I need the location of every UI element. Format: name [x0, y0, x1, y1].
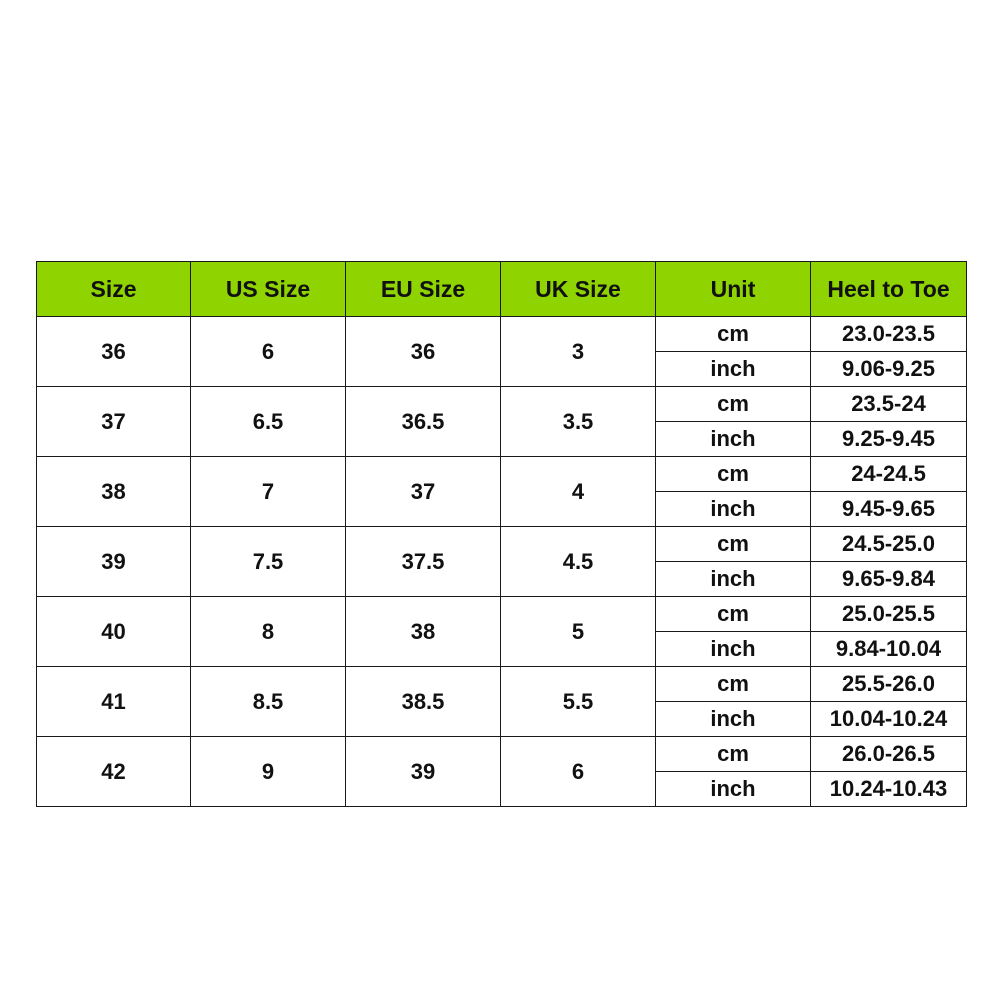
header-eu-size: EU Size	[346, 262, 501, 317]
cell-eu-size: 38	[346, 597, 501, 667]
cell-heel-to-toe-cm: 24-24.5	[811, 457, 967, 492]
cell-heel-to-toe-cm: 24.5-25.0	[811, 527, 967, 562]
header-unit: Unit	[656, 262, 811, 317]
cell-uk-size: 5	[501, 597, 656, 667]
cell-heel-to-toe-inch: 10.04-10.24	[811, 702, 967, 737]
table-row	[37, 737, 967, 772]
cell-eu-size: 36	[346, 317, 501, 387]
cell-unit-inch: inch	[656, 352, 811, 387]
cell-unit-cm: cm	[656, 737, 811, 772]
cell-unit-cm: cm	[656, 317, 811, 352]
cell-eu-size: 37.5	[346, 527, 501, 597]
cell-us-size: 7.5	[191, 527, 346, 597]
cell-heel-to-toe-inch: 9.06-9.25	[811, 352, 967, 387]
table-row	[37, 667, 967, 702]
cell-us-size: 7	[191, 457, 346, 527]
header-heel-to-toe: Heel to Toe	[811, 262, 967, 317]
cell-unit-inch: inch	[656, 422, 811, 457]
cell-unit-inch: inch	[656, 632, 811, 667]
cell-size: 38	[37, 457, 191, 527]
cell-uk-size: 3.5	[501, 387, 656, 457]
cell-size: 40	[37, 597, 191, 667]
cell-size: 36	[37, 317, 191, 387]
cell-heel-to-toe-cm: 25.5-26.0	[811, 667, 967, 702]
cell-us-size: 8	[191, 597, 346, 667]
cell-eu-size: 36.5	[346, 387, 501, 457]
cell-us-size: 9	[191, 737, 346, 807]
cell-unit-inch: inch	[656, 702, 811, 737]
cell-heel-to-toe-cm: 26.0-26.5	[811, 737, 967, 772]
header-us-size: US Size	[191, 262, 346, 317]
cell-size: 37	[37, 387, 191, 457]
table-row	[37, 387, 967, 422]
cell-unit-inch: inch	[656, 492, 811, 527]
cell-unit-inch: inch	[656, 562, 811, 597]
cell-uk-size: 4.5	[501, 527, 656, 597]
cell-heel-to-toe-cm: 23.0-23.5	[811, 317, 967, 352]
cell-uk-size: 4	[501, 457, 656, 527]
cell-us-size: 6	[191, 317, 346, 387]
header-size: Size	[37, 262, 191, 317]
cell-unit-inch: inch	[656, 772, 811, 807]
table-row	[37, 317, 967, 352]
table-header	[37, 262, 967, 317]
cell-uk-size: 5.5	[501, 667, 656, 737]
cell-unit-cm: cm	[656, 387, 811, 422]
table-row	[37, 527, 967, 562]
cell-eu-size: 39	[346, 737, 501, 807]
cell-eu-size: 38.5	[346, 667, 501, 737]
cell-size: 41	[37, 667, 191, 737]
cell-heel-to-toe-inch: 9.65-9.84	[811, 562, 967, 597]
table-row	[37, 457, 967, 492]
cell-heel-to-toe-cm: 25.0-25.5	[811, 597, 967, 632]
cell-size: 39	[37, 527, 191, 597]
cell-eu-size: 37	[346, 457, 501, 527]
cell-uk-size: 3	[501, 317, 656, 387]
table-row	[37, 597, 967, 632]
cell-heel-to-toe-inch: 9.84-10.04	[811, 632, 967, 667]
header-row	[37, 262, 967, 317]
cell-us-size: 8.5	[191, 667, 346, 737]
cell-unit-cm: cm	[656, 457, 811, 492]
cell-unit-cm: cm	[656, 527, 811, 562]
cell-size: 42	[37, 737, 191, 807]
cell-heel-to-toe-inch: 9.45-9.65	[811, 492, 967, 527]
cell-heel-to-toe-cm: 23.5-24	[811, 387, 967, 422]
cell-heel-to-toe-inch: 9.25-9.45	[811, 422, 967, 457]
cell-heel-to-toe-inch: 10.24-10.43	[811, 772, 967, 807]
cell-unit-cm: cm	[656, 597, 811, 632]
header-uk-size: UK Size	[501, 262, 656, 317]
table-body	[37, 317, 967, 807]
cell-us-size: 6.5	[191, 387, 346, 457]
size-chart-table	[36, 261, 967, 807]
cell-uk-size: 6	[501, 737, 656, 807]
cell-unit-cm: cm	[656, 667, 811, 702]
